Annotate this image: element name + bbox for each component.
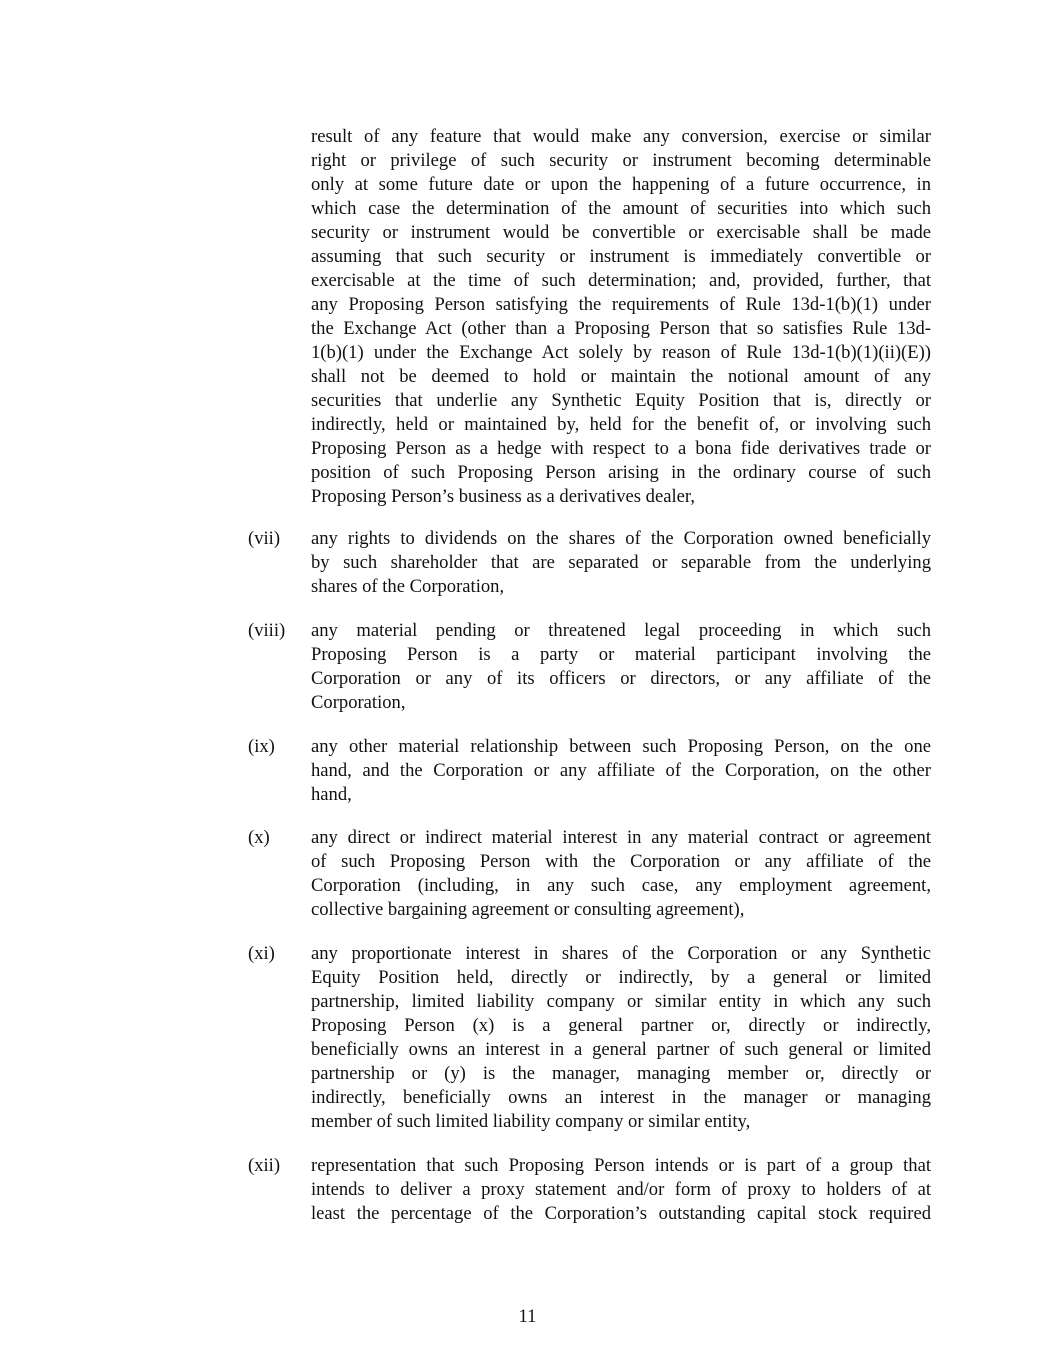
text-line: shares of the Corporation, (311, 576, 505, 597)
text-line: Equity Position held, directly or indirectly, by a general or limited (311, 967, 931, 988)
page-number: 11 (518, 1306, 537, 1327)
text-line: Proposing Person is a party or material participant involving the (311, 644, 931, 665)
text-line: indirectly, held or maintained by, held for the benefit of, or involving such (311, 414, 931, 435)
text-line: representation that such Proposing Person intends or is part of a group that (311, 1155, 931, 1176)
text-line: collective bargaining agreement or consulting agreement), (311, 899, 745, 920)
item-number: (ix) (248, 736, 275, 757)
text-line: member of such limited liability company or similar entity, (311, 1111, 751, 1132)
text-line: any direct or indirect material interest in any material contract or agreement (311, 827, 931, 848)
text-line: only at some future date or upon the happening of a future occurrence, in (311, 174, 931, 195)
text-line: which case the determination of the amount of securities into which such (311, 198, 931, 219)
text-line: the Exchange Act (other than a Proposing Person that so satisfies Rule 13d- (311, 318, 931, 339)
text-line: Corporation, (311, 692, 406, 713)
text-line: hand, (311, 784, 352, 805)
item-number: (xii) (248, 1155, 281, 1176)
text-line: Corporation or any of its officers or directors, or any affiliate of the (311, 668, 931, 689)
text-line: exercisable at the time of such determination; and, provided, further, that (311, 270, 931, 291)
text-line: intends to deliver a proxy statement and/or form of proxy to holders of at (311, 1179, 931, 1200)
text-line: Proposing Person’s business as a derivatives dealer, (311, 486, 695, 507)
text-line: assuming that such security or instrument is immediately convertible or (311, 246, 931, 267)
text-line: by such shareholder that are separated or separable from the underlying (311, 552, 931, 573)
text-line: any other material relationship between such Proposing Person, on the one (311, 736, 931, 757)
text-line: security or instrument would be convertible or exercisable shall be made (311, 222, 931, 243)
text-line: least the percentage of the Corporation’s outstanding capital stock required (311, 1203, 931, 1224)
text-line: of such Proposing Person with the Corporation or any affiliate of the (311, 851, 931, 872)
item-number: (viii) (248, 620, 286, 641)
text-line: any proportionate interest in shares of the Corporation or any Synthetic (311, 943, 931, 964)
text-line: partnership, limited liability company or similar entity in which any such (311, 991, 931, 1012)
text-line: result of any feature that would make any conversion, exercise or similar (311, 126, 931, 147)
text-line: indirectly, beneficially owns an interest in the manager or managing (311, 1087, 931, 1108)
text-line: any Proposing Person satisfying the requirements of Rule 13d-1(b)(1) under (311, 294, 931, 315)
text-line: Corporation (including, in any such case, any employment agreement, (311, 875, 931, 896)
text-line: Proposing Person as a hedge with respect to a bona fide derivatives trade or (311, 438, 931, 459)
text-line: any material pending or threatened legal proceeding in which such (311, 620, 931, 641)
text-line: position of such Proposing Person arising in the ordinary course of such (311, 462, 931, 483)
item-number: (xi) (248, 943, 275, 964)
text-line: 1(b)(1) under the Exchange Act solely by reason of Rule 13d-1(b)(1)(ii)(E)) (311, 342, 931, 363)
item-number: (vii) (248, 528, 281, 549)
text-line: right or privilege of such security or instrument becoming determinable (311, 150, 931, 171)
text-line: securities that underlie any Synthetic Equity Position that is, directly or (311, 390, 931, 411)
item-number: (x) (248, 827, 270, 848)
text-line: hand, and the Corporation or any affiliate of the Corporation, on the other (311, 760, 931, 781)
text-line: shall not be deemed to hold or maintain the notional amount of any (311, 366, 931, 387)
text-line: partnership or (y) is the manager, managing member or, directly or (311, 1063, 931, 1084)
text-line: beneficially owns an interest in a general partner of such general or limited (311, 1039, 931, 1060)
text-line: any rights to dividends on the shares of the Corporation owned beneficially (311, 528, 931, 549)
text-line: Proposing Person (x) is a general partner or, directly or indirectly, (311, 1015, 931, 1036)
